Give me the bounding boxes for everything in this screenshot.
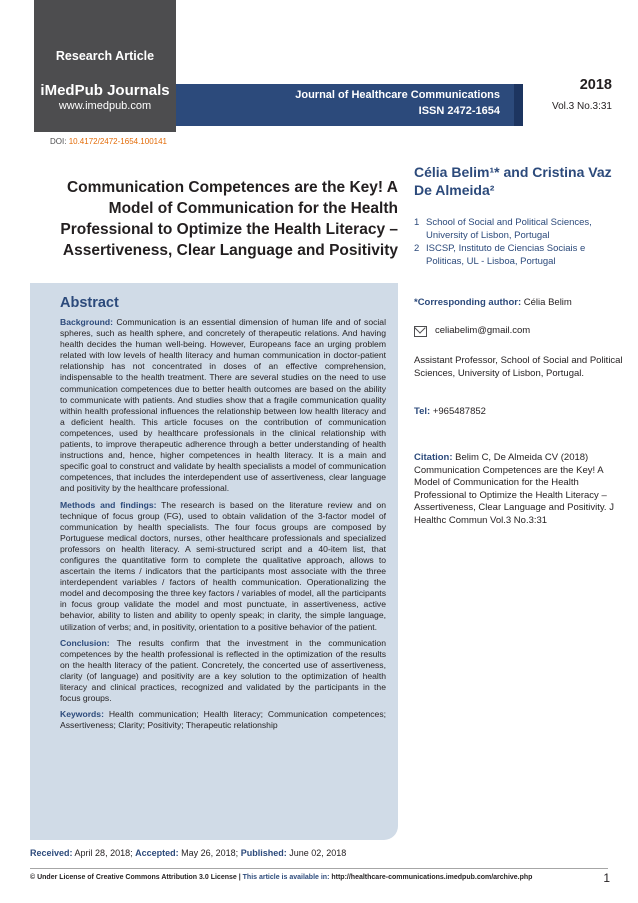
publisher-name: iMedPub Journals (40, 82, 170, 99)
doi-value[interactable]: 10.4172/2472-1654.100141 (68, 137, 168, 146)
affiliations (414, 217, 624, 269)
received-label: Received: (30, 848, 73, 858)
abstract-conclusion (60, 638, 386, 705)
article-title: Communication Competences are the Key! A Model of Communication for the Health Professional to Optimize the Health Literacy – Assertiveness, Clear Language and Positivity (60, 179, 398, 259)
authors: Célia Belim¹* and Cristina Vaz De Almeida² (414, 164, 612, 198)
corresponding-author (414, 297, 624, 310)
publisher-url[interactable]: www.imedpub.com (58, 100, 152, 112)
methods-label: Methods and findings: (60, 499, 157, 510)
affiliation-1 (414, 217, 624, 242)
citation-label: Citation: (414, 452, 453, 463)
keywords-label: Keywords: (60, 709, 104, 720)
journal-title: Journal of Healthcare Communications (295, 89, 500, 101)
volume-issue: Vol.3 No.3:31 (551, 101, 612, 112)
published-date: June 02, 2018 (289, 848, 347, 858)
doi-label: DOI: (50, 137, 67, 146)
banner-edge (514, 84, 523, 126)
archive-url[interactable]: http://healthcare-communications.imedpub.com/archive.php (331, 874, 533, 881)
author-email[interactable]: celiabelim@gmail.com (435, 325, 531, 336)
available-text: This article is available in: (242, 874, 330, 881)
email-icon (414, 326, 427, 337)
conclusion-label: Conclusion: (60, 637, 110, 648)
abstract-methods (60, 500, 386, 633)
accepted-label: Accepted: (135, 848, 179, 858)
received-date: April 28, 2018; (74, 848, 133, 858)
affiliation-text: ISCSP, Instituto de Ciencias Sociais e Politicas, UL - Lisboa, Portugal (426, 243, 586, 267)
affiliation-number: 2 (414, 243, 420, 254)
conclusion-text: The results confirm that the investment in the communication competences by the health professional is reflected in the optimization of the results on the health literacy of the patient. Concretely, the concerted use of assertiveness, clarity (of language) and positivity are a key solution to the optimization of health literacy and clinical practices, recognized and validated by the participants in the focus groups. (60, 637, 386, 704)
phone-number: +965487852 (432, 406, 486, 417)
email-row (414, 325, 624, 338)
background-label: Background: (60, 317, 113, 327)
abstract-heading: Abstract (60, 295, 119, 311)
journal-banner (176, 84, 514, 126)
methods-text: The research is based on the literature review and on technique of focus group (FG), used to obtain validation of the 3-factor model of communication by health specialists. The four focus groups are composed by Portuguese medical doctors, nurses, other healthcare professionals and specialized professors on health literacy. A semi-structured script and a 40-item list, that configures the quantitative form to complete the qualitative approach, allows to ascertain the items / indicators that the participants most associate with the three interdependent variables / factors of health communication. Operationalizing the model and decomposing the three key factors / variables of model, all the participants in focus group validate the model and most punctuate, in assertiveness, active behavior, ability to listen and ability to openly speak; in clarity, the simple language, utilization of verbs; and, in positivity, orientation to a positive behavior of the patient. (60, 499, 386, 632)
journal-issn: ISSN 2472-1654 (418, 105, 500, 117)
footer-divider (30, 868, 608, 869)
phone-label: Tel: (414, 406, 431, 417)
corresponding-label: *Corresponding author: (414, 297, 522, 308)
keywords-text: Health communication; Health literacy; Communication competences; Assertiveness; Clarity; Positivity; Therapeutic relationship (60, 709, 386, 731)
published-label: Published: (240, 848, 287, 858)
affiliation-2 (414, 243, 624, 268)
author-phone (414, 406, 624, 419)
abstract-keywords (60, 709, 386, 731)
accepted-date: May 26, 2018; (181, 848, 239, 858)
publication-year: 2018 (579, 77, 612, 93)
affiliation-number: 1 (414, 217, 420, 228)
corresponding-name: Célia Belim (523, 297, 572, 308)
doi (50, 137, 167, 146)
background-text: Communication is an essential dimension of human life and of social spheres, such as health sphere, and concretely of therapeutic relations. And having health decides the human well-being. However, Europeans face an urging problem related with low levels of health literacy and human communication in doctor-patient relationship has not concentrated in doses of an effective comprehension, indispensable to the health treatment. There are several studies on the need to use communication competences due to better health outcomes are based on the ability to communicate with patients. And studies show that a fragile communication quality within health professional influences the relationship between low health literacy and a deficient health. This article focuses on the contribution of communication competences, used by healthcare professionals in the clinical relationship with patients, to improve therapeutic adherence through a better understanding of health instructions and, hence, higher competences in health literacy. It is a main and specific goal to construct and validate by health specialists a model of communication competences, that includes the interdependent use of assertiveness, clear language and positivity by the healthcare professional. (60, 317, 386, 494)
citation-text: Belim C, De Almeida CV (2018) Communication Competences are the Key! A Model of Communication for the Health Professional to Optimize the Health Literacy – Assertiveness, Clear Language and Positivity. J Healthc Commun Vol.3 No.3:31 (414, 452, 614, 526)
page-number: 1 (603, 871, 610, 885)
publisher-tab (34, 0, 176, 132)
abstract-box (30, 283, 398, 840)
article-type: Research Article (55, 49, 155, 63)
citation (414, 452, 624, 527)
affiliation-text: School of Social and Political Sciences, University of Lisbon, Portugal (426, 217, 592, 241)
abstract-background (60, 317, 386, 495)
author-position: Assistant Professor, School of Social and Political Sciences, University of Lisbon, Portugal. (414, 355, 623, 379)
footer (30, 874, 532, 881)
license-text: © Under License of Creative Commons Attribution 3.0 License | (30, 874, 241, 881)
article-dates (30, 848, 346, 858)
